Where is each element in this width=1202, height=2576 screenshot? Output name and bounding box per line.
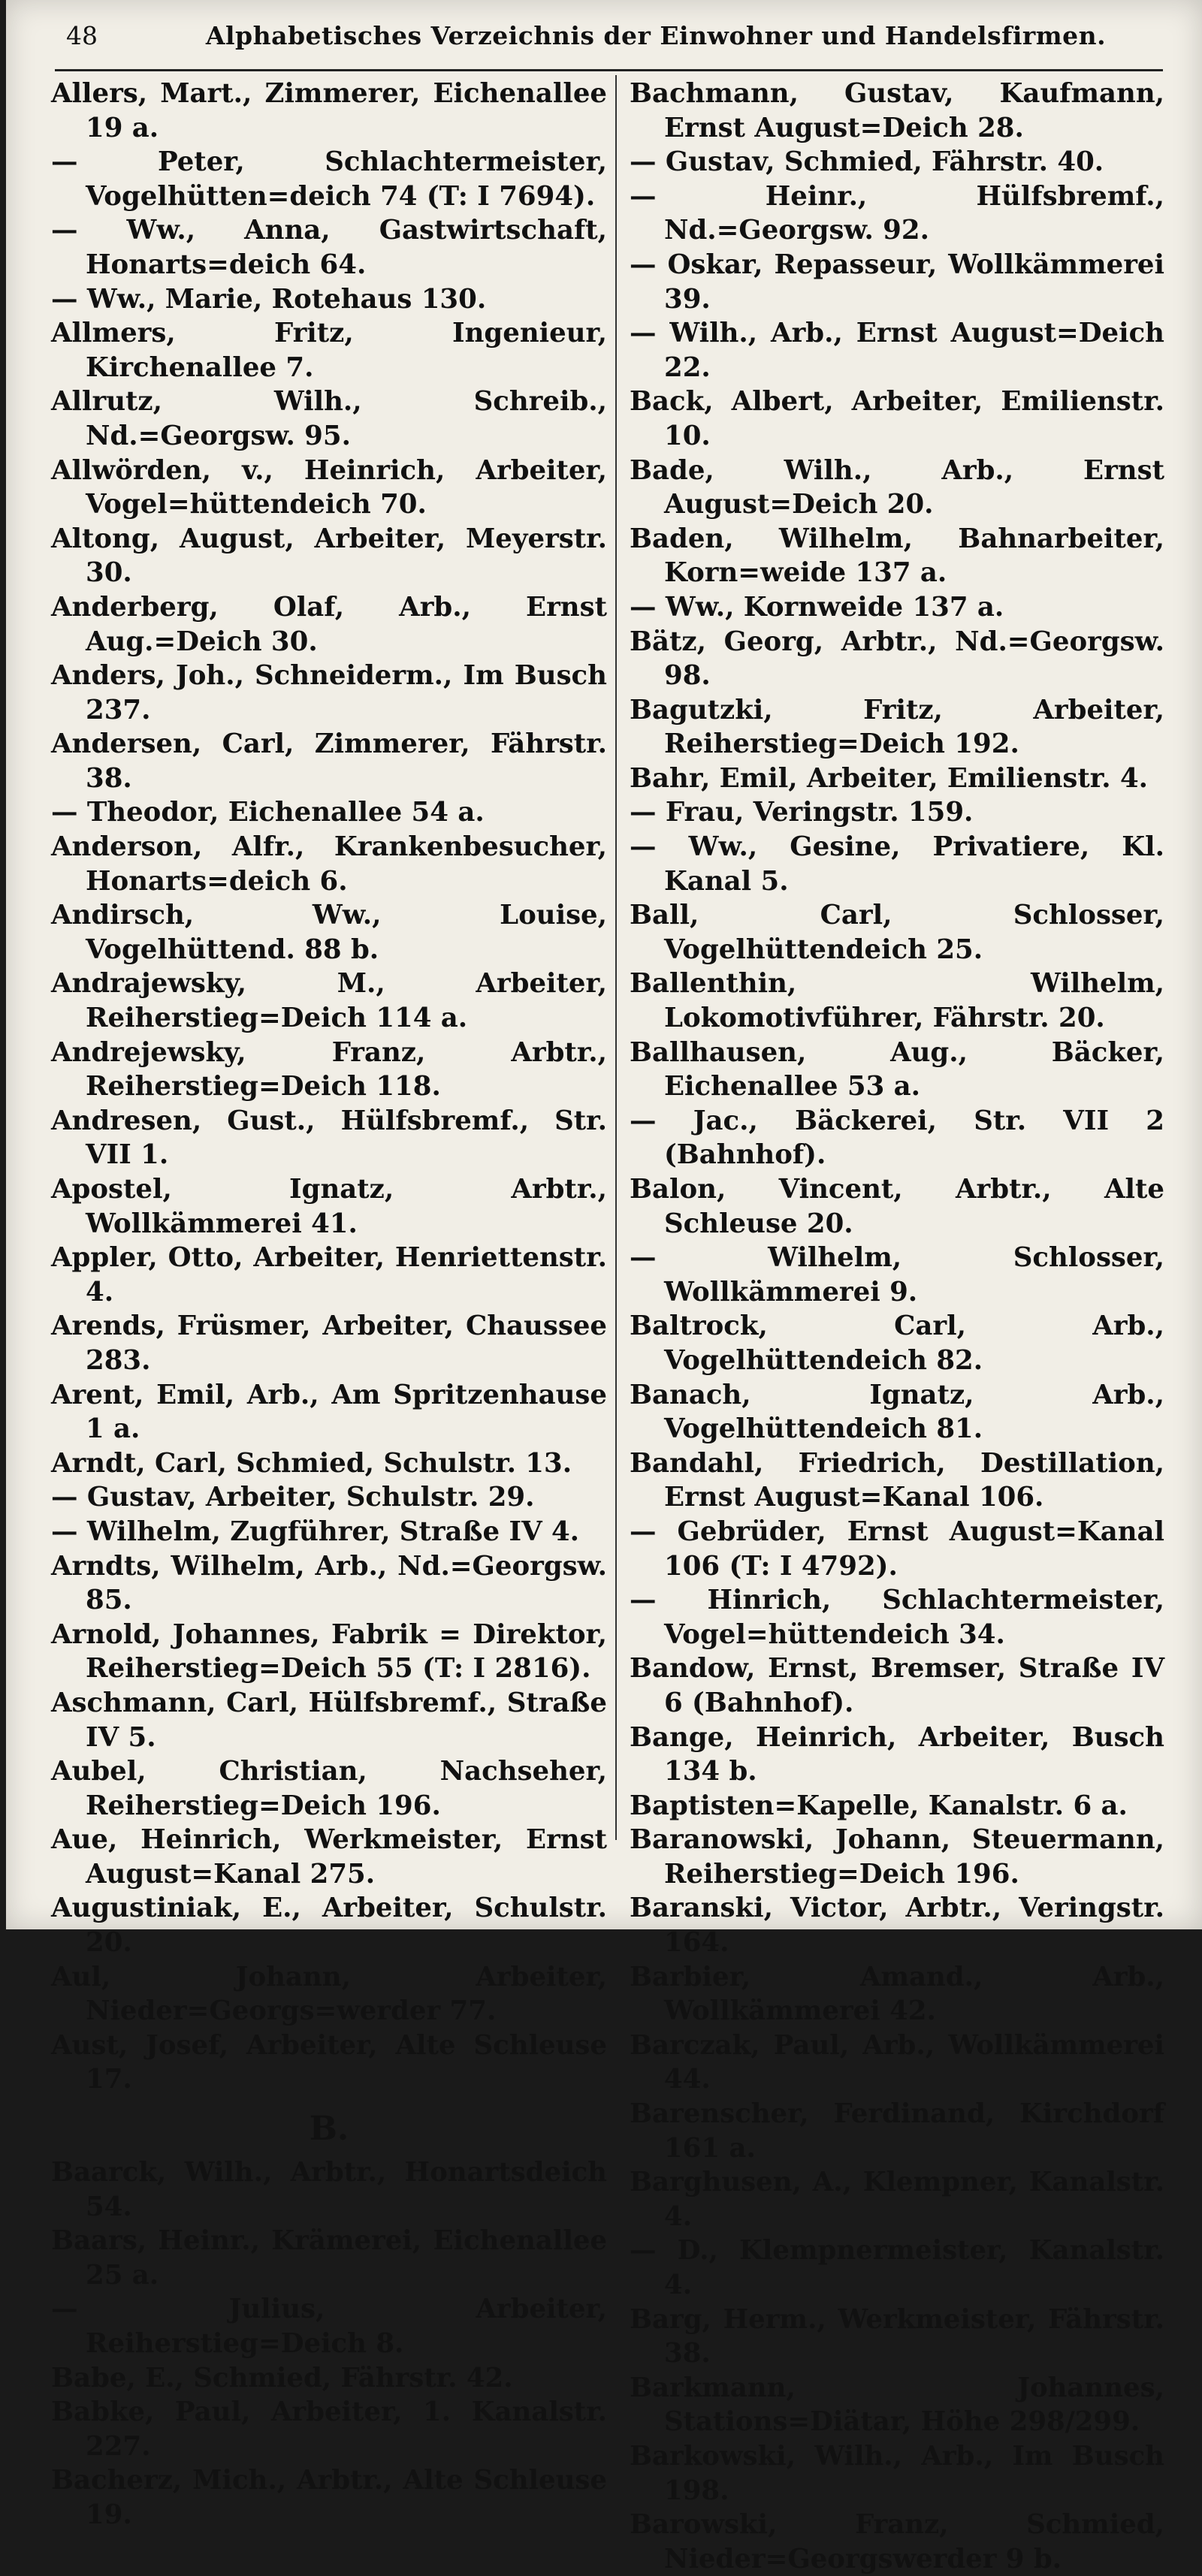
directory-entry: Barkowski, Wilh., Arb., Im Busch 198. [630, 2440, 1164, 2506]
directory-entry: Barbier, Amand., Arb., Wollkämmerei 42. [630, 1961, 1164, 2027]
directory-entry: Barenscher, Ferdinand, Kirchdorf 161 a. [630, 2098, 1164, 2164]
directory-entry: Baranowski, Johann, Steuermann, Reiherstieg=Deich 196. [630, 1824, 1164, 1890]
directory-entry: — Heinr., Hülfsbremf., Nd.=Georgsw. 92. [630, 180, 1164, 246]
directory-entry: Bahr, Emil, Arbeiter, Emilienstr. 4. [630, 762, 1149, 794]
directory-entry: Arends, Früsmer, Arbeiter, Chaussee 283. [51, 1311, 607, 1376]
header-rule [55, 69, 1163, 71]
directory-entry: — Gustav, Arbeiter, Schulstr. 29. [51, 1482, 535, 1513]
directory-entry: Allmers, Fritz, Ingenieur, Kirchenallee 7. [51, 318, 607, 383]
directory-entry: Bätz, Georg, Arbtr., Nd.=Georgsw. 98. [630, 626, 1164, 692]
directory-entry: Barg, Herm., Werkmeister, Fährstr. 38. [630, 2303, 1164, 2369]
directory-entry: Banach, Ignatz, Arb., Vogelhüttendeich 81. [630, 1379, 1164, 1445]
directory-entry: Anders, Joh., Schneiderm., Im Busch 237. [51, 660, 607, 725]
directory-entry: Arndt, Carl, Schmied, Schulstr. 13. [51, 1447, 572, 1479]
directory-entry: — Julius, Arbeiter, Reiherstieg=Deich 8. [51, 2294, 607, 2359]
directory-entry: Allwörden, v., Heinrich, Arbeiter, Vogel=hüttendeich 70. [51, 454, 607, 520]
directory-entry: — Gustav, Schmied, Fährstr. 40. [630, 146, 1104, 178]
directory-entry: Andersen, Carl, Zimmerer, Fährstr. 38. [51, 728, 607, 794]
directory-entry: Balon, Vincent, Arbtr., Alte Schleuse 20. [630, 1174, 1164, 1239]
directory-entry: Anderberg, Olaf, Arb., Ernst Aug.=Deich 30. [51, 591, 607, 657]
directory-entry: Back, Albert, Arbeiter, Emilienstr. 10. [630, 386, 1164, 451]
directory-entry: Altong, August, Arbeiter, Meyerstr. 30. [51, 523, 607, 589]
directory-entry: Baltrock, Carl, Arb., Vogelhüttendeich 82. [630, 1311, 1164, 1376]
directory-entry: Baarck, Wilh., Arbtr., Honartsdeich 54. [51, 2157, 607, 2222]
directory-entry: Arnold, Johannes, Fabrik = Direktor, Reiherstieg=Deich 55 (T: I 2816). [51, 1618, 607, 1685]
directory-entry: Andrajewsky, M., Arbeiter, Reiherstieg=Deich 114 a. [51, 968, 607, 1034]
directory-entry: Anderson, Alfr., Krankenbesucher, Honarts=deich 6. [51, 831, 607, 897]
column-divider [615, 75, 617, 1840]
directory-entry: Augustiniak, E., Arbeiter, Schulstr. 20. [51, 1893, 607, 1959]
directory-entry: Bandow, Ernst, Bremser, Straße IV 6 (Bahnhof). [630, 1653, 1164, 1718]
directory-entry: — Ww., Marie, Rotehaus 130. [51, 283, 487, 315]
section-letter: B. [309, 2110, 349, 2149]
directory-entry: Baranski, Victor, Arbtr., Veringstr. 164. [630, 1893, 1164, 1959]
directory-entry: Bacherz, Mich., Arbtr., Alte Schleuse 19. [51, 2465, 607, 2530]
directory-entry: — Wilhelm, Zugführer, Straße IV 4. [51, 1516, 580, 1547]
directory-entry: Andirsch, Ww., Louise, Vogelhüttend. 88 b. [51, 900, 607, 965]
directory-entry: Bagutzki, Fritz, Arbeiter, Reiherstieg=Deich 192. [630, 694, 1164, 760]
directory-entry: — Jac., Bäckerei, Str. VII 2 (Bahnhof). [630, 1105, 1164, 1171]
directory-entry: — Ww., Anna, Gastwirtschaft, Honarts=deich 64. [51, 215, 607, 280]
directory-entry: — Wilh., Arb., Ernst August=Deich 22. [630, 318, 1164, 383]
directory-entry: Babe, E., Schmied, Fährstr. 42. [51, 2362, 513, 2394]
right-column [630, 77, 1164, 2576]
directory-entry: Ball, Carl, Schlosser, Vogelhüttendeich 25. [630, 900, 1164, 965]
directory-entry: Baars, Heinr., Krämerei, Eichenallee 25 a. [51, 2225, 607, 2291]
directory-entry: Aul, Johann, Arbeiter, Nieder=Georgs=werder 77. [51, 1961, 607, 2027]
directory-entry: Bade, Wilh., Arb., Ernst August=Deich 20. [630, 454, 1164, 520]
directory-entry: Bandahl, Friedrich, Destillation, Ernst August=Kanal 106. [630, 1447, 1164, 1513]
directory-entry: — Theodor, Eichenallee 54 a. [51, 797, 485, 828]
directory-entry: Arndts, Wilhelm, Arb., Nd.=Georgsw. 85. [51, 1550, 607, 1616]
directory-entry: Ballhausen, Aug., Bäcker, Eichenallee 53 a. [630, 1036, 1164, 1102]
directory-entry: Allrutz, Wilh., Schreib., Nd.=Georgsw. 95. [51, 386, 607, 451]
directory-entry: Andrejewsky, Franz, Arbtr., Reiherstieg=Deich 118. [51, 1036, 607, 1102]
page-header [66, 21, 1155, 57]
directory-entry: Baden, Wilhelm, Bahnarbeiter, Korn=weide 137 a. [630, 523, 1164, 589]
directory-entry: — Ww., Kornweide 137 a. [630, 591, 1004, 623]
directory-entry: Appler, Otto, Arbeiter, Henriettenstr. 4. [51, 1242, 607, 1308]
directory-entry: Bange, Heinrich, Arbeiter, Busch 134 b. [630, 1721, 1164, 1787]
directory-entry: — Peter, Schlachtermeister, Vogelhütten=deich 74 (T: I 7694). [51, 146, 607, 212]
directory-entry: — Wilhelm, Schlosser, Wollkämmerei 9. [630, 1242, 1164, 1308]
directory-entry: Baptisten=Kapelle, Kanalstr. 6 a. [630, 1790, 1128, 1821]
directory-entry: Ballenthin, Wilhelm, Lokomotivführer, Fährstr. 20. [630, 968, 1164, 1034]
directory-entry: Bachmann, Gustav, Kaufmann, Ernst August=Deich 28. [630, 78, 1164, 143]
directory-entry: — Gebrüder, Ernst August=Kanal 106 (T: I 4792). [630, 1516, 1164, 1582]
directory-entry: Allers, Mart., Zimmerer, Eichenallee 19 a. [51, 78, 607, 143]
directory-entry: — Oskar, Repasseur, Wollkämmerei 39. [630, 249, 1164, 315]
directory-entry: — D., Klempnermeister, Kanalstr. 4. [630, 2235, 1164, 2300]
directory-entry: Barowski, Franz, Schmied, Nieder=Georgswerder 9 b. [630, 2509, 1164, 2574]
directory-page [6, 0, 1202, 2574]
directory-entry: Barkmann, Johannes, Stations=Diätar, Höhe 298/299. [630, 2372, 1164, 2438]
directory-entry: Andresen, Gust., Hülfsbremf., Str. VII 1. [51, 1105, 607, 1171]
directory-entry: Barghusen, A., Klempner, Kanalstr. 4. [630, 2167, 1164, 2232]
directory-entry: — Frau, Veringstr. 159. [630, 797, 974, 828]
directory-entry: Aschmann, Carl, Hülfsbremf., Straße IV 5. [51, 1687, 607, 1753]
directory-entry: — Ww., Gesine, Privatiere, Kl. Kanal 5. [630, 831, 1164, 897]
directory-entry: Aust, Josef, Arbeiter, Alte Schleuse 17. [51, 2029, 607, 2095]
directory-entry: Arent, Emil, Arb., Am Spritzenhause 1 a. [51, 1379, 607, 1445]
directory-entry: Babke, Paul, Arbeiter, 1. Kanalstr. 227. [51, 2397, 607, 2462]
page-number: 48 [66, 21, 98, 50]
directory-entry: Apostel, Ignatz, Arbtr., Wollkämmerei 41. [51, 1174, 607, 1239]
page-title: Alphabetisches Verzeichnis der Einwohner und Handelsfirmen. [205, 21, 1107, 50]
left-column [51, 77, 607, 2532]
directory-entry: Aubel, Christian, Nachseher, Reiherstieg=Deich 196. [51, 1756, 607, 1821]
directory-entry: — Hinrich, Schlachtermeister, Vogel=hüttendeich 34. [630, 1585, 1164, 1650]
directory-entry: Barczak, Paul, Arb., Wollkämmerei 44. [630, 2029, 1164, 2095]
directory-entry: Aue, Heinrich, Werkmeister, Ernst August=Kanal 275. [51, 1824, 607, 1890]
